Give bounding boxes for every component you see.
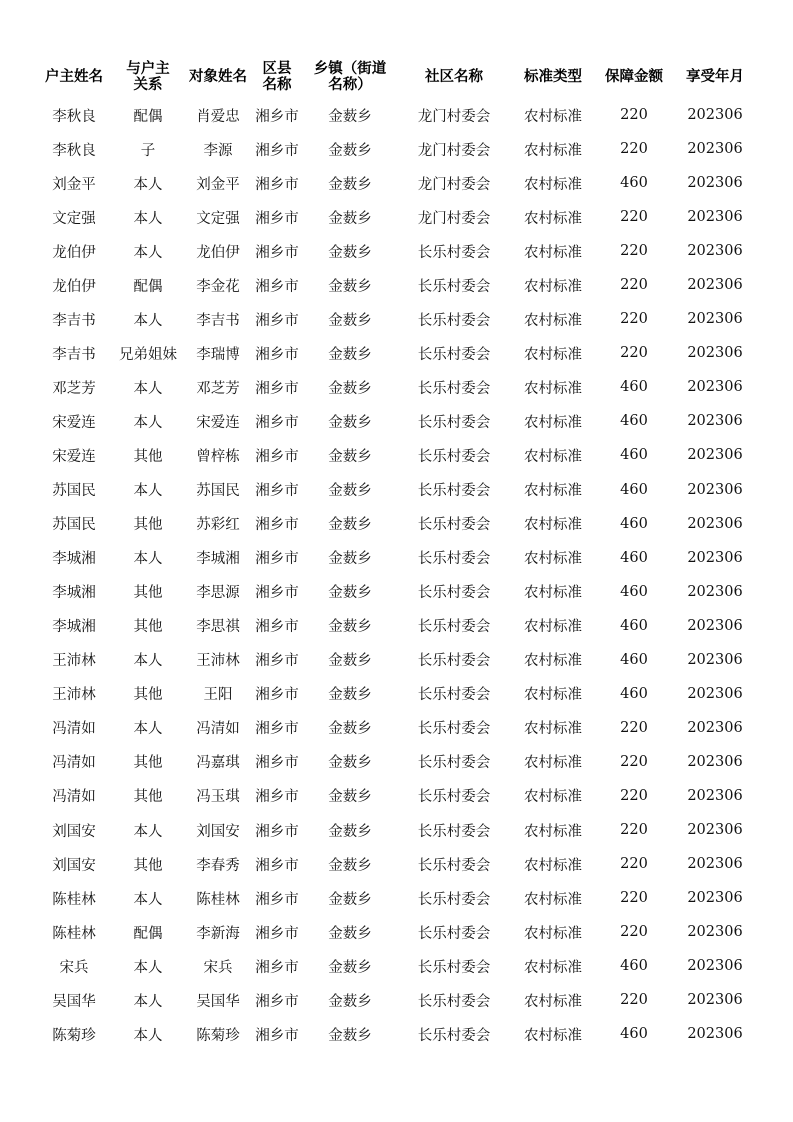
amount-cell: 220	[620, 890, 648, 907]
table-row	[36, 234, 758, 268]
table-row	[36, 677, 758, 711]
relation-cell: 配偶	[133, 925, 163, 942]
community-cell: 长乐村委会	[417, 891, 491, 908]
month-cell: 202306	[687, 992, 743, 1009]
standard-type-cell: 农村标准	[524, 551, 582, 568]
header-community: 社区名称	[425, 69, 483, 85]
county-cell: 湘乡市	[255, 448, 299, 465]
county-cell: 湘乡市	[255, 278, 299, 295]
month-cell: 202306	[687, 243, 743, 260]
amount-cell: 460	[620, 549, 648, 566]
county-cell: 湘乡市	[255, 925, 299, 942]
table-row	[36, 745, 758, 779]
household-head-cell: 刘国安	[52, 823, 96, 840]
community-cell: 长乐村委会	[417, 993, 491, 1010]
amount-cell: 220	[620, 141, 648, 158]
household-head-cell: 李城湘	[52, 585, 96, 602]
month-cell: 202306	[687, 277, 743, 294]
county-cell: 湘乡市	[255, 789, 299, 806]
household-head-cell: 文定强	[52, 210, 96, 227]
recipient-name-cell: 李金花	[196, 278, 240, 295]
table-body	[36, 98, 758, 1051]
standard-type-cell: 农村标准	[524, 483, 582, 500]
relation-cell: 本人	[133, 414, 163, 431]
standard-type-cell: 农村标准	[524, 891, 582, 908]
relation-cell: 兄弟姐妹	[119, 346, 177, 363]
standard-type-cell: 农村标准	[524, 1027, 582, 1044]
county-cell: 湘乡市	[255, 414, 299, 431]
recipient-name-cell: 李瑞博	[196, 346, 240, 363]
county-cell: 湘乡市	[255, 244, 299, 261]
community-cell: 长乐村委会	[417, 789, 491, 806]
township-cell: 金薮乡	[328, 517, 372, 534]
recipient-name-cell: 苏彩红	[196, 517, 240, 534]
county-cell: 湘乡市	[255, 210, 299, 227]
recipient-name-cell: 李新海	[196, 925, 240, 942]
relation-cell: 本人	[133, 823, 163, 840]
amount-cell: 220	[620, 243, 648, 260]
relation-cell: 本人	[133, 891, 163, 908]
month-cell: 202306	[687, 583, 743, 600]
township-cell: 金薮乡	[328, 108, 372, 125]
community-cell: 长乐村委会	[417, 380, 491, 397]
community-cell: 龙门村委会	[417, 142, 491, 159]
table-row	[36, 575, 758, 609]
community-cell: 长乐村委会	[417, 687, 491, 704]
household-head-cell: 李吉书	[52, 346, 96, 363]
county-cell: 湘乡市	[255, 517, 299, 534]
relation-cell: 其他	[133, 755, 163, 772]
table-row	[36, 473, 758, 507]
township-cell: 金薮乡	[328, 176, 372, 193]
amount-cell: 460	[620, 413, 648, 430]
community-cell: 长乐村委会	[417, 653, 491, 670]
month-cell: 202306	[687, 345, 743, 362]
table-row	[36, 847, 758, 881]
amount-cell: 220	[620, 992, 648, 1009]
table-row	[36, 370, 758, 404]
relation-cell: 本人	[133, 312, 163, 329]
amount-cell: 220	[620, 277, 648, 294]
amount-cell: 220	[620, 719, 648, 736]
table-row	[36, 813, 758, 847]
standard-type-cell: 农村标准	[524, 517, 582, 534]
household-head-cell: 李城湘	[52, 551, 96, 568]
community-cell: 长乐村委会	[417, 244, 491, 261]
amount-cell: 460	[620, 481, 648, 498]
standard-type-cell: 农村标准	[524, 925, 582, 942]
community-cell: 长乐村委会	[417, 414, 491, 431]
recipient-name-cell: 冯清如	[196, 721, 240, 738]
recipient-name-cell: 刘国安	[196, 823, 240, 840]
county-cell: 湘乡市	[255, 551, 299, 568]
month-cell: 202306	[687, 651, 743, 668]
township-cell: 金薮乡	[328, 687, 372, 704]
assistance-table	[36, 56, 758, 1051]
recipient-name-cell: 陈桂林	[196, 891, 240, 908]
table-row	[36, 915, 758, 949]
household-head-cell: 冯清如	[52, 789, 96, 806]
amount-cell: 220	[620, 787, 648, 804]
recipient-name-cell: 王阳	[203, 687, 233, 704]
table-row	[36, 609, 758, 643]
township-cell: 金薮乡	[328, 312, 372, 329]
relation-cell: 其他	[133, 789, 163, 806]
township-cell: 金薮乡	[328, 755, 372, 772]
recipient-name-cell: 吴国华	[196, 993, 240, 1010]
recipient-name-cell: 邓芝芳	[196, 380, 240, 397]
county-cell: 湘乡市	[255, 1027, 299, 1044]
amount-cell: 460	[620, 1026, 648, 1043]
township-cell: 金薮乡	[328, 278, 372, 295]
household-head-cell: 冯清如	[52, 721, 96, 738]
community-cell: 长乐村委会	[417, 959, 491, 976]
table-row	[36, 132, 758, 166]
household-head-cell: 李秋良	[52, 108, 96, 125]
table-row	[36, 268, 758, 302]
county-cell: 湘乡市	[255, 653, 299, 670]
township-cell: 金薮乡	[328, 1027, 372, 1044]
township-cell: 金薮乡	[328, 142, 372, 159]
township-cell: 金薮乡	[328, 619, 372, 636]
county-cell: 湘乡市	[255, 823, 299, 840]
county-cell: 湘乡市	[255, 585, 299, 602]
amount-cell: 460	[620, 583, 648, 600]
relation-cell: 其他	[133, 585, 163, 602]
household-head-cell: 陈桂林	[52, 925, 96, 942]
table-header	[36, 56, 758, 98]
township-cell: 金薮乡	[328, 414, 372, 431]
month-cell: 202306	[687, 719, 743, 736]
township-cell: 金薮乡	[328, 448, 372, 465]
county-cell: 湘乡市	[255, 755, 299, 772]
household-head-cell: 王沛林	[52, 687, 96, 704]
recipient-name-cell: 李思祺	[196, 619, 240, 636]
header-recipient-name: 对象姓名	[189, 69, 247, 85]
recipient-name-cell: 宋兵	[203, 959, 233, 976]
recipient-name-cell: 刘金平	[196, 176, 240, 193]
township-cell: 金薮乡	[328, 210, 372, 227]
month-cell: 202306	[687, 958, 743, 975]
household-head-cell: 陈桂林	[52, 891, 96, 908]
township-cell: 金薮乡	[328, 823, 372, 840]
month-cell: 202306	[687, 209, 743, 226]
month-cell: 202306	[687, 515, 743, 532]
household-head-cell: 李吉书	[52, 312, 96, 329]
township-cell: 金薮乡	[328, 857, 372, 874]
header-row	[36, 56, 758, 98]
header-amount: 保障金额	[605, 69, 663, 85]
amount-cell: 220	[620, 209, 648, 226]
month-cell: 202306	[687, 1026, 743, 1043]
standard-type-cell: 农村标准	[524, 585, 582, 602]
month-cell: 202306	[687, 822, 743, 838]
amount-cell: 460	[620, 685, 648, 702]
standard-type-cell: 农村标准	[524, 755, 582, 772]
header-month: 享受年月	[686, 69, 744, 85]
month-cell: 202306	[687, 413, 743, 430]
standard-type-cell: 农村标准	[524, 823, 582, 840]
county-cell: 湘乡市	[255, 142, 299, 159]
month-cell: 202306	[687, 924, 743, 941]
relation-cell: 其他	[133, 857, 163, 874]
table-row	[36, 1017, 758, 1051]
amount-cell: 220	[620, 107, 648, 124]
township-cell: 金薮乡	[328, 721, 372, 738]
relation-cell: 配偶	[133, 108, 163, 125]
county-cell: 湘乡市	[255, 857, 299, 874]
community-cell: 龙门村委会	[417, 210, 491, 227]
household-head-cell: 刘国安	[52, 857, 96, 874]
standard-type-cell: 农村标准	[524, 176, 582, 193]
standard-type-cell: 农村标准	[524, 312, 582, 329]
month-cell: 202306	[687, 753, 743, 770]
relation-cell: 其他	[133, 517, 163, 534]
relation-cell: 本人	[133, 959, 163, 976]
community-cell: 长乐村委会	[417, 278, 491, 295]
table-row	[36, 507, 758, 541]
township-cell: 金薮乡	[328, 925, 372, 942]
relation-cell: 本人	[133, 380, 163, 397]
township-cell: 金薮乡	[328, 551, 372, 568]
month-cell: 202306	[687, 890, 743, 907]
table-row	[36, 643, 758, 677]
standard-type-cell: 农村标准	[524, 414, 582, 431]
standard-type-cell: 农村标准	[524, 959, 582, 976]
month-cell: 202306	[687, 481, 743, 498]
relation-cell: 本人	[133, 1027, 163, 1044]
standard-type-cell: 农村标准	[524, 346, 582, 363]
recipient-name-cell: 李城湘	[196, 551, 240, 568]
standard-type-cell: 农村标准	[524, 448, 582, 465]
household-head-cell: 邓芝芳	[52, 380, 96, 397]
amount-cell: 460	[620, 175, 648, 192]
standard-type-cell: 农村标准	[524, 278, 582, 295]
county-cell: 湘乡市	[255, 687, 299, 704]
household-head-cell: 陈菊珍	[52, 1027, 96, 1044]
community-cell: 长乐村委会	[417, 517, 491, 534]
township-cell: 金薮乡	[328, 585, 372, 602]
household-head-cell: 吴国华	[52, 993, 96, 1010]
township-cell: 金薮乡	[328, 483, 372, 500]
relation-cell: 本人	[133, 551, 163, 568]
township-cell: 金薮乡	[328, 959, 372, 976]
amount-cell: 220	[620, 822, 648, 838]
recipient-name-cell: 文定强	[196, 210, 240, 227]
recipient-name-cell: 李春秀	[196, 857, 240, 874]
amount-cell: 460	[620, 379, 648, 396]
table-row	[36, 166, 758, 200]
header-county: 区县 名称	[262, 61, 292, 93]
month-cell: 202306	[687, 175, 743, 192]
recipient-name-cell: 陈菊珍	[196, 1027, 240, 1044]
household-head-cell: 宋爱连	[52, 414, 96, 431]
month-cell: 202306	[687, 447, 743, 464]
month-cell: 202306	[687, 141, 743, 158]
table-row	[36, 336, 758, 370]
county-cell: 湘乡市	[255, 176, 299, 193]
amount-cell: 220	[620, 311, 648, 328]
standard-type-cell: 农村标准	[524, 857, 582, 874]
amount-cell: 220	[620, 856, 648, 873]
county-cell: 湘乡市	[255, 619, 299, 636]
relation-cell: 子	[140, 142, 156, 159]
county-cell: 湘乡市	[255, 312, 299, 329]
recipient-name-cell: 苏国民	[196, 483, 240, 500]
header-relation: 与户主 关系	[126, 61, 170, 93]
community-cell: 长乐村委会	[417, 551, 491, 568]
table-row	[36, 302, 758, 336]
relation-cell: 本人	[133, 210, 163, 227]
recipient-name-cell: 宋爱连	[196, 414, 240, 431]
relation-cell: 本人	[133, 244, 163, 261]
month-cell: 202306	[687, 549, 743, 566]
relation-cell: 本人	[133, 176, 163, 193]
table-row	[36, 98, 758, 132]
relation-cell: 本人	[133, 721, 163, 738]
community-cell: 长乐村委会	[417, 857, 491, 874]
community-cell: 长乐村委会	[417, 721, 491, 738]
table-row	[36, 711, 758, 745]
recipient-name-cell: 龙伯伊	[196, 244, 240, 261]
standard-type-cell: 农村标准	[524, 789, 582, 806]
standard-type-cell: 农村标准	[524, 108, 582, 125]
standard-type-cell: 农村标准	[524, 653, 582, 670]
county-cell: 湘乡市	[255, 108, 299, 125]
household-head-cell: 李秋良	[52, 142, 96, 159]
household-head-cell: 苏国民	[52, 483, 96, 500]
month-cell: 202306	[687, 107, 743, 124]
community-cell: 长乐村委会	[417, 448, 491, 465]
table-row	[36, 438, 758, 472]
table-row	[36, 983, 758, 1017]
table-row	[36, 881, 758, 915]
community-cell: 龙门村委会	[417, 108, 491, 125]
county-cell: 湘乡市	[255, 891, 299, 908]
household-head-cell: 宋兵	[59, 959, 89, 976]
township-cell: 金薮乡	[328, 380, 372, 397]
relation-cell: 其他	[133, 687, 163, 704]
header-standard-type: 标准类型	[524, 69, 582, 85]
relation-cell: 其他	[133, 619, 163, 636]
county-cell: 湘乡市	[255, 380, 299, 397]
amount-cell: 460	[620, 447, 648, 464]
community-cell: 长乐村委会	[417, 1027, 491, 1044]
county-cell: 湘乡市	[255, 959, 299, 976]
community-cell: 长乐村委会	[417, 346, 491, 363]
month-cell: 202306	[687, 685, 743, 702]
household-head-cell: 刘金平	[52, 176, 96, 193]
header-household-head: 户主姓名	[45, 69, 103, 85]
standard-type-cell: 农村标准	[524, 244, 582, 261]
recipient-name-cell: 冯嘉琪	[196, 755, 240, 772]
table-row	[36, 541, 758, 575]
recipient-name-cell: 冯玉琪	[196, 789, 240, 806]
amount-cell: 460	[620, 958, 648, 975]
recipient-name-cell: 曾梓栋	[196, 448, 240, 465]
household-head-cell: 龙伯伊	[52, 278, 96, 295]
month-cell: 202306	[687, 311, 743, 328]
relation-cell: 配偶	[133, 278, 163, 295]
standard-type-cell: 农村标准	[524, 993, 582, 1010]
month-cell: 202306	[687, 856, 743, 873]
community-cell: 长乐村委会	[417, 823, 491, 840]
recipient-name-cell: 李源	[203, 142, 233, 159]
township-cell: 金薮乡	[328, 891, 372, 908]
amount-cell: 460	[620, 617, 648, 634]
table-row	[36, 404, 758, 438]
header-township: 乡镇（街道 名称）	[313, 61, 387, 93]
standard-type-cell: 农村标准	[524, 380, 582, 397]
relation-cell: 本人	[133, 483, 163, 500]
county-cell: 湘乡市	[255, 346, 299, 363]
township-cell: 金薮乡	[328, 346, 372, 363]
relation-cell: 本人	[133, 993, 163, 1010]
community-cell: 龙门村委会	[417, 176, 491, 193]
relation-cell: 其他	[133, 448, 163, 465]
household-head-cell: 龙伯伊	[52, 244, 96, 261]
amount-cell: 460	[620, 515, 648, 532]
table-row	[36, 949, 758, 983]
community-cell: 长乐村委会	[417, 755, 491, 772]
standard-type-cell: 农村标准	[524, 721, 582, 738]
amount-cell: 460	[620, 651, 648, 668]
household-head-cell: 李城湘	[52, 619, 96, 636]
standard-type-cell: 农村标准	[524, 619, 582, 636]
township-cell: 金薮乡	[328, 993, 372, 1010]
community-cell: 长乐村委会	[417, 619, 491, 636]
month-cell: 202306	[687, 379, 743, 396]
township-cell: 金薮乡	[328, 789, 372, 806]
township-cell: 金薮乡	[328, 244, 372, 261]
recipient-name-cell: 李思源	[196, 585, 240, 602]
recipient-name-cell: 李吉书	[196, 312, 240, 329]
community-cell: 长乐村委会	[417, 483, 491, 500]
recipient-name-cell: 肖爱忠	[196, 108, 240, 125]
county-cell: 湘乡市	[255, 721, 299, 738]
table-row	[36, 779, 758, 813]
month-cell: 202306	[687, 617, 743, 634]
amount-cell: 220	[620, 753, 648, 770]
recipient-name-cell: 王沛林	[196, 653, 240, 670]
table-row	[36, 200, 758, 234]
county-cell: 湘乡市	[255, 993, 299, 1010]
relation-cell: 本人	[133, 653, 163, 670]
township-cell: 金薮乡	[328, 653, 372, 670]
household-head-cell: 宋爱连	[52, 448, 96, 465]
amount-cell: 220	[620, 345, 648, 362]
standard-type-cell: 农村标准	[524, 142, 582, 159]
community-cell: 长乐村委会	[417, 312, 491, 329]
household-head-cell: 苏国民	[52, 517, 96, 534]
standard-type-cell: 农村标准	[524, 687, 582, 704]
amount-cell: 220	[620, 924, 648, 941]
community-cell: 长乐村委会	[417, 925, 491, 942]
community-cell: 长乐村委会	[417, 585, 491, 602]
county-cell: 湘乡市	[255, 483, 299, 500]
household-head-cell: 王沛林	[52, 653, 96, 670]
standard-type-cell: 农村标准	[524, 210, 582, 227]
month-cell: 202306	[687, 787, 743, 804]
household-head-cell: 冯清如	[52, 755, 96, 772]
